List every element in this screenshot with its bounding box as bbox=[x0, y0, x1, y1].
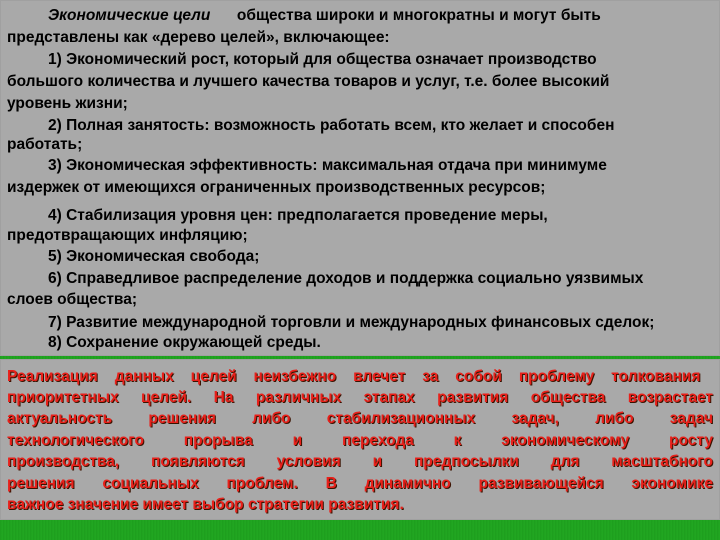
goals-heading bbox=[48, 6, 601, 26]
goal-item-4-line1: 4) Стабилизация уровня цен: предполагается проведение меры, bbox=[48, 207, 548, 224]
goal-item-1-line1: 1) Экономический рост, который для общества означает производство bbox=[48, 51, 597, 68]
goal-item-5: 5) Экономическая свобода; bbox=[48, 248, 260, 265]
goals-intro: представлены как «дерево целей», включающее: bbox=[7, 29, 390, 46]
conclusion-line-4: технологического прорыва и перехода к экономическому росту bbox=[7, 432, 713, 449]
goal-item-6-line1: 6) Справедливое распределение доходов и поддержка социально уязвимых bbox=[48, 270, 644, 287]
conclusion-line-3: актуальность решения либо стабилизационных задач, либо задач bbox=[7, 410, 713, 427]
conclusion-line-2: приоритетных целей. На различных этапах развития общества возрастает bbox=[7, 389, 713, 406]
conclusion-line-1: Реализация данных целей неизбежно влечет за собой проблему толкования bbox=[7, 368, 701, 385]
goal-item-1-line2: большого количества и лучшего качества товаров и услуг, т.е. более высокий bbox=[7, 73, 610, 90]
goal-item-2-line2: работать; bbox=[7, 136, 83, 153]
conclusion-line-7: важное значение имеет выбор стратегии развития. bbox=[7, 496, 404, 513]
goal-item-7: 7) Развитие международной торговли и международных финансовых сделок; bbox=[48, 314, 655, 331]
goal-item-3-line2: издержек от имеющихся ограниченных производственных ресурсов; bbox=[7, 179, 546, 196]
goal-item-8: 8) Сохранение окружающей среды. bbox=[48, 334, 321, 351]
goal-item-3-line1: 3) Экономическая эффективность: максимальная отдача при минимуме bbox=[48, 157, 607, 174]
conclusion-panel bbox=[0, 359, 720, 520]
goals-heading-italic: Экономические цели bbox=[48, 7, 211, 24]
conclusion-line-5: производства, появляются условия и предпосылки для масштабного bbox=[7, 453, 713, 470]
goal-item-2-line1: 2) Полная занятость: возможность работать всем, кто желает и способен bbox=[48, 117, 615, 134]
goal-item-1-line3: уровень жизни; bbox=[7, 95, 128, 112]
goal-item-6-line2: слоев общества; bbox=[7, 291, 138, 308]
goal-item-4-line2: предотвращающих инфляцию; bbox=[7, 227, 248, 244]
goals-heading-rest: общества широки и многократны и могут быть bbox=[236, 7, 601, 24]
conclusion-line-6: решения социальных проблем. В динамично развивающейся экономике bbox=[7, 475, 713, 492]
